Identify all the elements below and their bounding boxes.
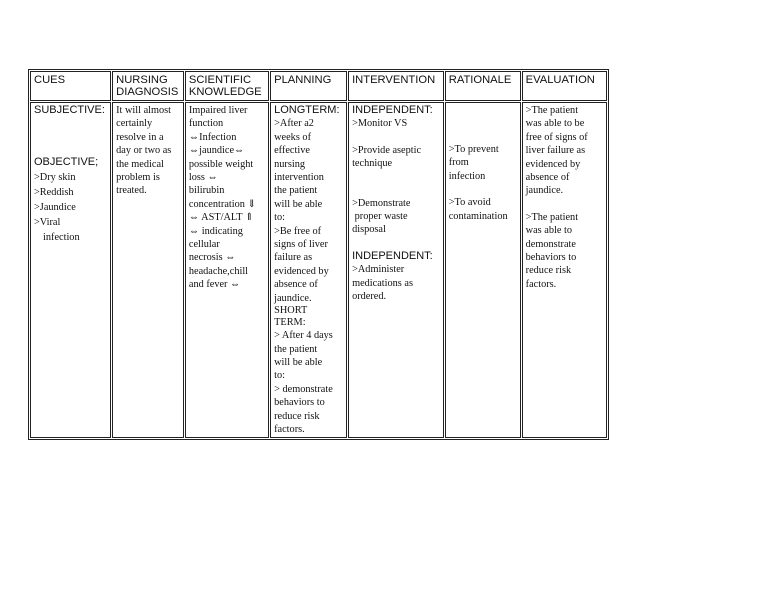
- planning-line: >Be free of: [274, 225, 322, 237]
- rationale-line: infection: [448, 170, 486, 182]
- planning-line: > After 4 days: [274, 330, 333, 342]
- evaluation-line: behaviors to: [525, 252, 577, 264]
- evaluation-cell: [522, 102, 607, 438]
- planning-line: >After a2: [274, 118, 314, 130]
- intervention-line: >Demonstrate: [352, 197, 411, 209]
- planning-line: jaundice.: [274, 292, 312, 304]
- intervention-line: >Monitor VS: [352, 118, 408, 130]
- knowledge-line: and fever ⇔: [188, 279, 241, 291]
- planning-line: to:: [274, 370, 285, 382]
- objective-item: >Viral: [34, 216, 61, 228]
- knowledge-line: loss ⇔: [188, 172, 218, 184]
- nursing-care-plan-table: [28, 69, 609, 440]
- objective-label: OBJECTIVE;: [34, 156, 99, 169]
- planning-line: > demonstrate: [274, 383, 333, 395]
- planning-line: factors.: [274, 423, 305, 435]
- cues-cell: [30, 102, 111, 438]
- header-nursing-diagnosis: NURSING DIAGNOSIS: [112, 71, 184, 101]
- evaluation-line: evidenced by: [525, 158, 581, 170]
- rationale-line: from: [448, 157, 469, 169]
- planning-line: LONGTERM:: [274, 104, 340, 116]
- evaluation-line: reduce risk: [525, 265, 572, 277]
- nursing-diagnosis-cell: [112, 102, 184, 438]
- evaluation-line: was able to: [525, 225, 572, 237]
- intervention-line: >Provide aseptic: [352, 144, 422, 156]
- planning-line: behaviors to: [274, 397, 325, 409]
- intervention-cell: [348, 102, 444, 438]
- knowledge-line: necrosis ⇔: [188, 252, 236, 264]
- intervention-line: medications as: [352, 277, 413, 289]
- header-evaluation: EVALUATION: [522, 71, 607, 101]
- rationale-cell: [445, 102, 521, 438]
- planning-line: to:: [274, 212, 285, 224]
- evaluation-line: >The patient: [525, 211, 579, 223]
- planning-line: evidenced by: [274, 265, 329, 277]
- evaluation-line: demonstrate: [525, 238, 576, 250]
- scientific-knowledge-cell: [185, 102, 269, 438]
- planning-line: reduce risk: [274, 410, 320, 422]
- planning-line: the patient: [274, 343, 318, 355]
- rationale-line: >To prevent: [448, 144, 499, 155]
- planning-line: TERM:: [274, 317, 306, 329]
- planning-line: the patient: [274, 185, 318, 197]
- planning-line: nursing: [274, 158, 306, 170]
- evaluation-line: absence of: [525, 172, 570, 184]
- intervention-line: proper waste: [352, 211, 408, 223]
- intervention-independent-label: INDEPENDENT:: [352, 104, 433, 116]
- planning-line: failure as: [274, 252, 313, 264]
- evaluation-line: jaundice.: [525, 185, 564, 197]
- planning-line: signs of liver: [274, 239, 328, 251]
- intervention-independent-label: INDEPENDENT:: [352, 249, 433, 262]
- intervention-line: technique: [352, 158, 393, 170]
- objective-item: >Jaundice: [34, 201, 76, 213]
- knowledge-line: ⇔Infection: [188, 131, 237, 143]
- knowledge-line: ⇔ indicating: [188, 225, 243, 237]
- subjective-label: SUBJECTIVE:: [34, 104, 105, 116]
- objective-item: >Reddish: [34, 186, 74, 198]
- planning-line: absence of: [274, 279, 318, 291]
- header-planning: PLANNING: [270, 71, 347, 101]
- knowledge-line: ⇔ AST/ALT ⇑: [188, 212, 254, 224]
- knowledge-line: possible weight: [188, 158, 254, 170]
- intervention-line: ordered.: [352, 291, 387, 303]
- knowledge-line: cellular: [188, 239, 220, 251]
- evaluation-line: liver failure as: [525, 145, 586, 157]
- evaluation-line: >The patient: [525, 105, 579, 116]
- intervention-line: disposal: [352, 224, 386, 236]
- content-row: [30, 102, 607, 438]
- header-rationale: RATIONALE: [445, 71, 521, 101]
- header-intervention: INTERVENTION: [348, 71, 444, 101]
- evaluation-line: factors.: [525, 278, 557, 290]
- objective-item: >Dry skin: [34, 171, 76, 183]
- planning-line: will be able: [274, 356, 323, 368]
- knowledge-line: concentration ⇓: [188, 198, 257, 210]
- knowledge-line: function: [188, 118, 224, 130]
- evaluation-line: free of signs of: [525, 131, 588, 143]
- planning-cell: [270, 102, 347, 438]
- header-row: [30, 71, 607, 101]
- knowledge-line: ⇔jaundice⇔: [188, 145, 245, 157]
- planning-line: effective: [274, 145, 310, 157]
- knowledge-line: headache,chill: [188, 265, 249, 277]
- rationale-line: >To avoid: [448, 197, 491, 209]
- rationale-line: contamination: [448, 210, 508, 222]
- knowledge-line: Impaired liver: [188, 105, 248, 116]
- nursing-diagnosis-text: It will almost certainly resolve in a day or two as the medical problem is treated.: [116, 105, 172, 197]
- evaluation-line: was able to be: [525, 118, 585, 130]
- planning-line: weeks of: [274, 131, 311, 143]
- planning-line: intervention: [274, 172, 324, 184]
- planning-line: will be able: [274, 198, 323, 210]
- planning-line: SHORT: [274, 305, 308, 317]
- knowledge-line: bilirubin: [188, 185, 225, 197]
- header-cues: CUES: [30, 71, 111, 101]
- header-scientific-knowledge: SCIENTIFIC KNOWLEDGE: [185, 71, 269, 101]
- intervention-line: >Administer: [352, 264, 405, 276]
- objective-item: infection: [43, 231, 80, 243]
